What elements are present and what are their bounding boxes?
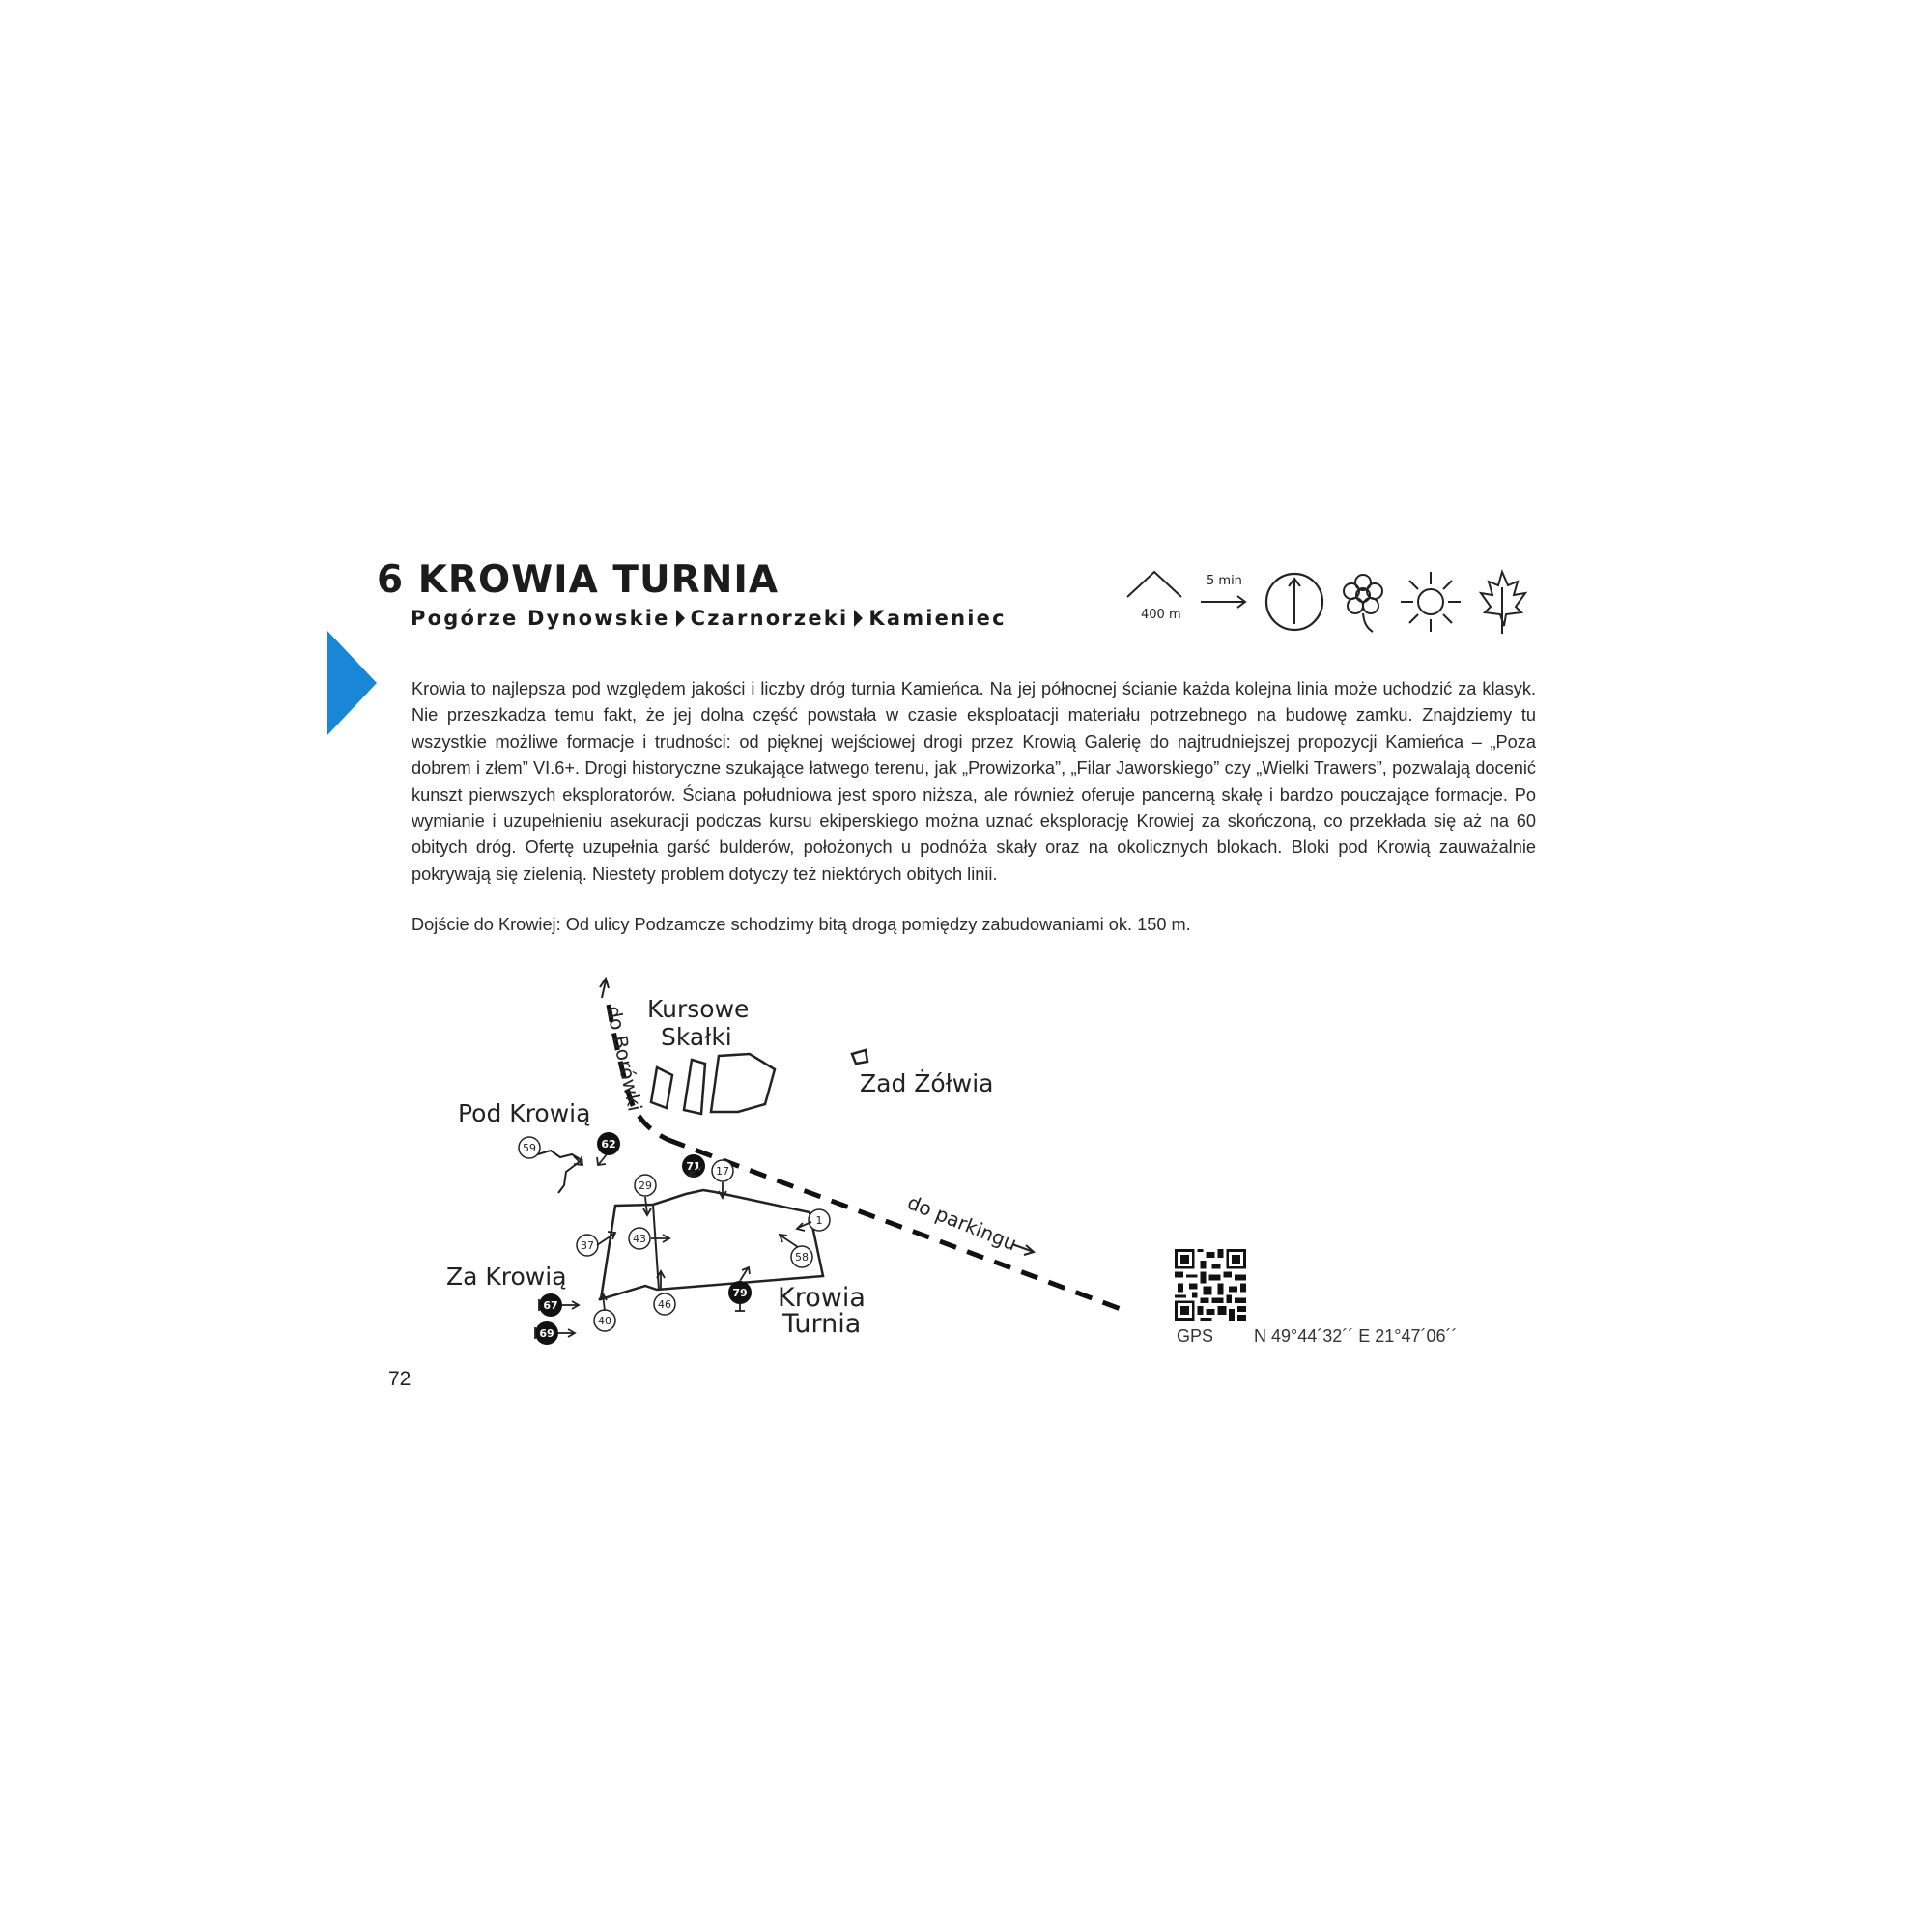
- route-marker-17: [712, 1160, 733, 1181]
- svg-text:43: 43: [633, 1233, 646, 1245]
- svg-text:1: 1: [815, 1214, 823, 1227]
- route-marker-58: [791, 1246, 812, 1267]
- svg-text:40: 40: [598, 1315, 611, 1327]
- time-label: 5 min: [1207, 574, 1242, 588]
- rock-kursowe-1: [651, 1067, 672, 1108]
- rock-zad-zolwia: [852, 1050, 867, 1064]
- route-marker-46: [654, 1293, 675, 1315]
- svg-text:71: 71: [686, 1160, 701, 1173]
- svg-text:69: 69: [539, 1327, 554, 1340]
- description-paragraph: Krowia to najlepsza pod względem jakości i liczby dróg turnia Kamieńca. Na jej północnej ścianie każda kolejna linia może uchodzić za klasyk. Nie przeszkadza temu fakt, że jej dolna część powstała w czasie eksploatacji materiału potrzebnego na budowę zamku. Znajdziemy tu wszystkie możliwe formacje i trudności: od pięknej wejściowej drogi przez Krowią Galerię do najtrudniejszej propozycji Kamieńca – „Poza dobrem i złem” VI.6+. Drogi historyczne szukające łatwego terenu, jak „Prowizorka”, „Filar Jaworskiego” czy „Wielki Trawers”, pozwalają docenić kunszt pierwszych eksploratorów. Ściana południowa jest sporo niższa, ale również oferuje pancerną skałę i bardzo pouczające formacje. Po wymianie i uzupełnieniu asekuracji podczas kursu ekiperskiego można uznać eksplorację Krowiej za skończoną, co przekłada się aż na 60 obitych dróg. Ofertę uzupełnia garść bulderów, położonych u podnóża skały oraz na okolicznych blokach. Bloki pod Krowią zauważalnie pokrywają się zielenią. Niestety problem dotyczy też niektórych obitych linii.: [412, 679, 1536, 884]
- label-krowia: Krowia: [778, 1283, 866, 1313]
- label-skalki: Skałki: [661, 1023, 732, 1051]
- breadcrumb-separator-icon: [854, 610, 863, 627]
- label-za-krowia: Za Krowią: [446, 1263, 567, 1291]
- rock-kursowe-2: [684, 1060, 705, 1114]
- route-marker-1: [809, 1209, 830, 1231]
- gps-coordinates: N 49°44´32´´ E 21°47´06´´: [1254, 1326, 1458, 1346]
- svg-text:59: 59: [523, 1142, 536, 1154]
- svg-text:79: 79: [732, 1287, 748, 1299]
- svg-text:37: 37: [581, 1239, 594, 1252]
- label-to-borowki: do Borówki: [602, 1004, 647, 1114]
- route-marker-29: [635, 1175, 656, 1196]
- route-marker-67: [539, 1293, 579, 1317]
- route-marker-40: [594, 1310, 615, 1331]
- north-icon: [1266, 574, 1322, 630]
- walk-time-icon: [1201, 574, 1245, 608]
- distance-label: 400 m: [1141, 608, 1181, 622]
- breadcrumb-crag: Kamieniec: [868, 607, 1007, 630]
- qr-code-icon[interactable]: [1175, 1249, 1246, 1321]
- label-pod-krowia: Pod Krowią: [458, 1099, 591, 1127]
- label-kursowe: Kursowe: [647, 995, 750, 1023]
- breadcrumb-region: Pogórze Dynowskie: [411, 607, 670, 630]
- summer-icon: [1401, 572, 1461, 632]
- breadcrumb-area: Czarnorzeki: [690, 607, 849, 630]
- page-title: 6 KROWIA TURNIA: [377, 558, 780, 602]
- label-zad-zolwia: Zad Żółwia: [860, 1069, 994, 1097]
- autumn-icon: [1481, 572, 1525, 634]
- terrain-icon: [1127, 572, 1181, 622]
- chapter-marker: [327, 630, 377, 736]
- crag-map: [415, 961, 1140, 1367]
- svg-text:62: 62: [601, 1138, 616, 1151]
- gps-label: GPS: [1177, 1326, 1214, 1346]
- breadcrumb-separator-icon: [676, 610, 685, 627]
- route-marker-79: [728, 1281, 752, 1304]
- info-icons: [1125, 568, 1541, 636]
- approach-paragraph: Dojście do Krowiej: Od ulicy Podzamcze schodzimy bitą drogą pomiędzy zabudowaniami ok. 150 m.: [412, 915, 1191, 935]
- rock-kursowe-3: [711, 1054, 775, 1112]
- arrow-right-icon: [1012, 1244, 1034, 1255]
- route-marker-69: [535, 1321, 575, 1345]
- spring-icon: [1344, 575, 1382, 632]
- svg-text:29: 29: [639, 1179, 652, 1192]
- svg-text:58: 58: [795, 1251, 809, 1264]
- svg-text:46: 46: [658, 1298, 671, 1311]
- label-turnia: Turnia: [782, 1309, 862, 1339]
- svg-text:67: 67: [543, 1299, 558, 1312]
- label-to-parking: do parkingu: [904, 1190, 1021, 1256]
- arrow-up-icon: [600, 979, 609, 998]
- svg-text:17: 17: [716, 1165, 729, 1178]
- route-marker-43: [629, 1228, 650, 1249]
- route-marker-37: [577, 1235, 598, 1256]
- page-number: 72: [388, 1368, 412, 1390]
- breadcrumb: [411, 607, 1007, 630]
- description-block: [412, 676, 1536, 963]
